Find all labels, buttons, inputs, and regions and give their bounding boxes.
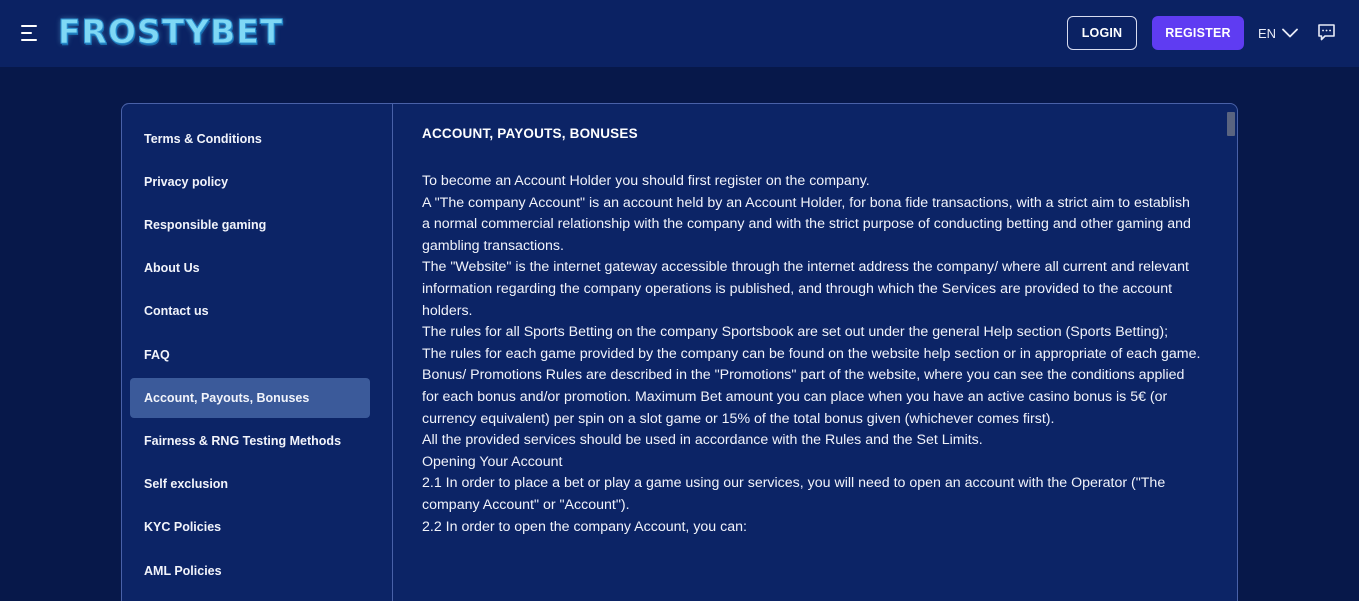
page-title: ACCOUNT, PAYOUTS, BONUSES: [422, 126, 638, 141]
sidebar-item-about[interactable]: About Us: [144, 261, 200, 275]
logo[interactable]: FROSTYBET: [58, 12, 284, 51]
content-paragraph: Bonus/ Promotions Rules are described in the "Promotions" part of the website, where you can see the conditions applied for each bonus and/or promotion. Maximum Bet amount you can place when you have an active casino bonus is 5€ (or currency equivalent) per spin on a slot game or 15% of the total bonus given (whichever comes first).: [422, 367, 1185, 427]
info-panel: [121, 103, 1238, 601]
content-paragraph: The rules for each game provided by the company can be found on the website help section or in appropriate of each game.: [422, 345, 1201, 362]
sidebar-item-privacy[interactable]: Privacy policy: [144, 175, 229, 189]
sidebar-item-responsible-gaming[interactable]: Responsible gaming: [144, 218, 267, 232]
login-button[interactable]: LOGIN: [1067, 16, 1137, 50]
content-paragraph: The rules for all Sports Betting on the company Sportsbook are set out under the general Help section (Sports Betting);: [422, 324, 1169, 341]
chat-icon[interactable]: [1317, 23, 1336, 42]
sidebar-item-kyc[interactable]: KYC Policies: [144, 520, 222, 534]
register-button[interactable]: REGISTER: [1152, 16, 1244, 50]
sidebar-item-terms[interactable]: Terms & Conditions: [144, 132, 262, 146]
content-area: [394, 104, 1229, 601]
content-paragraph: 2.2 In order to open the company Account, you can:: [422, 518, 747, 535]
info-sidebar: [122, 104, 393, 601]
sidebar-item-fairness[interactable]: Fairness & RNG Testing Methods: [144, 434, 342, 448]
menu-icon[interactable]: [21, 25, 39, 41]
content-paragraph: To become an Account Holder you should first register on the company.: [422, 173, 870, 189]
content-paragraph: A "The company Account" is an account held by an Account Holder, for bona fide transactions, with a strict aim to establish a normal commercial relationship with the company and with the strict purpose of conducting betting and other gaming and gambling transactions.: [422, 194, 1191, 254]
content-paragraph: All the provided services should be used in accordance with the Rules and the Set Limits.: [422, 432, 983, 449]
content-paragraph: 2.1 In order to place a bet or play a game using our services, you will need to open an account with the Operator ("The company Account" or "Account").: [422, 475, 1166, 513]
language-selector[interactable]: [1258, 23, 1298, 43]
content-scrollbar[interactable]: [1227, 112, 1235, 136]
sidebar-item-self-exclusion[interactable]: Self exclusion: [144, 477, 229, 491]
language-label: EN: [1258, 25, 1277, 41]
content-paragraph: The "Website" is the internet gateway accessible through the internet address the company/ where all current and relevant information regarding the company operations is published, and through which the Services are provided to the account holders.: [422, 259, 1189, 319]
sidebar-item-faq[interactable]: FAQ: [144, 348, 170, 362]
sidebar-item-account-payouts-bonuses[interactable]: Account, Payouts, Bonuses: [130, 378, 370, 418]
sidebar-item-contact[interactable]: Contact us: [144, 304, 209, 318]
sidebar-item-aml[interactable]: AML Policies: [144, 564, 222, 578]
chevron-down-icon: [1282, 28, 1298, 38]
top-header: [0, 0, 1359, 67]
content-paragraph: Opening Your Account: [422, 453, 563, 470]
